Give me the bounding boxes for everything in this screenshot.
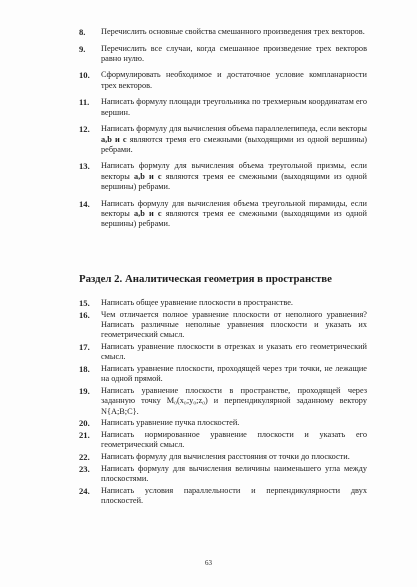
page-number: 63 [205,559,212,567]
question-number: 13. [79,161,90,172]
question-text-part: Написать формулу для вычисления объема треугольной призмы, если векторы [101,161,367,181]
question-number: 18. [79,363,90,374]
question-item [79,430,367,451]
question-item [79,97,367,118]
question-item [79,44,367,65]
question-text: Написать уравнение плоскости в пространстве, проходящей через заданную точку M₀(x₀;y₀;z₀) и перпендикулярной заданному вектору N{A;B;C}. [101,385,367,416]
question-text [101,161,367,191]
question-number: 12. [79,124,90,135]
question-text-part: Написать формулу для вычисления объема треугольной пирамиды, если векторы [101,198,367,218]
question-item [79,364,367,385]
question-text: Написать нормированное уравнение плоскости и указать его геометрический смысл. [101,429,367,450]
vector-names: a,b и c [134,171,162,181]
question-item [79,342,367,363]
question-item [79,161,367,192]
question-text: Написать формулу для вычисления величины наименьшего угла между плоскостями. [101,463,367,483]
question-text-part: являются тремя ее смежными (выходящими из одной вершины) ребрами. [101,171,368,192]
question-text: Написать общее уравнение плоскости в пространстве. [101,298,293,307]
question-text: Написать условия параллельности и перпендикулярности двух плоскостей. [101,485,367,505]
question-number: 17. [79,341,90,352]
question-number: 9. [79,43,86,54]
question-text: Сформулировать необходимое и достаточное условие компланарности трех векторов. [101,70,367,90]
question-item [79,298,367,308]
question-list-geometry [79,298,367,508]
question-text [101,124,367,154]
question-number: 21. [79,429,90,440]
question-number: 23. [79,463,90,474]
question-text-part: Написать формулу для вычисления объема параллелепипеда, если векторы [101,124,367,134]
question-text: Перечислить основные свойства смешанного произведения трех векторов. [101,27,365,36]
question-item [79,27,367,37]
question-number: 8. [79,27,86,37]
question-item [79,464,367,485]
question-item [79,124,367,155]
question-text: Перечислить все случаи, когда смешанное произведение трех векторов равно нулю. [101,43,367,63]
vector-names: a,b и c [134,208,162,218]
question-number: 22. [79,451,90,462]
question-number: 20. [79,418,90,429]
question-text [101,199,367,229]
question-number: 14. [79,198,90,209]
question-text: Чем отличается полное уравнение плоскости от неполного уравнения? Написать различные неполные уравнения плоскости и указать их геометрический смысл. [101,309,367,340]
question-text-part: являются тремя ее смежными (выходящими из одной вершины) ребрами. [101,208,368,229]
question-item [79,70,367,91]
question-item [79,486,367,507]
question-text: Написать формулу для вычисления расстояния от точки до плоскости. [101,451,350,461]
question-item [79,452,367,462]
question-text-part: являются тремя его смежными (выходящими из одной вершины) ребрами. [101,134,367,154]
question-item [79,310,367,341]
question-item [79,386,367,417]
question-item [79,418,367,428]
question-number: 11. [79,97,90,108]
question-number: 15. [79,298,90,308]
question-text: Написать формулу площади треугольника по трехмерным координатам его вершин. [101,97,367,117]
question-number: 10. [79,70,90,81]
question-text: Написать уравнение плоскости, проходящей через три точки, не лежащие на одной прямой. [101,363,367,384]
question-text: Написать уравнение плоскости в отрезках и указать его геометрический смысл. [101,341,367,362]
section-heading: Раздел 2. Аналитическая геометрия в пространстве [79,273,332,285]
question-number: 24. [79,485,90,496]
question-number: 19. [79,385,90,396]
question-list-vectors [79,27,367,236]
question-text: Написать уравнение пучка плоскостей. [101,418,240,428]
question-item [79,199,367,230]
question-number: 16. [79,309,90,320]
vector-names: a,b и c [101,134,127,144]
